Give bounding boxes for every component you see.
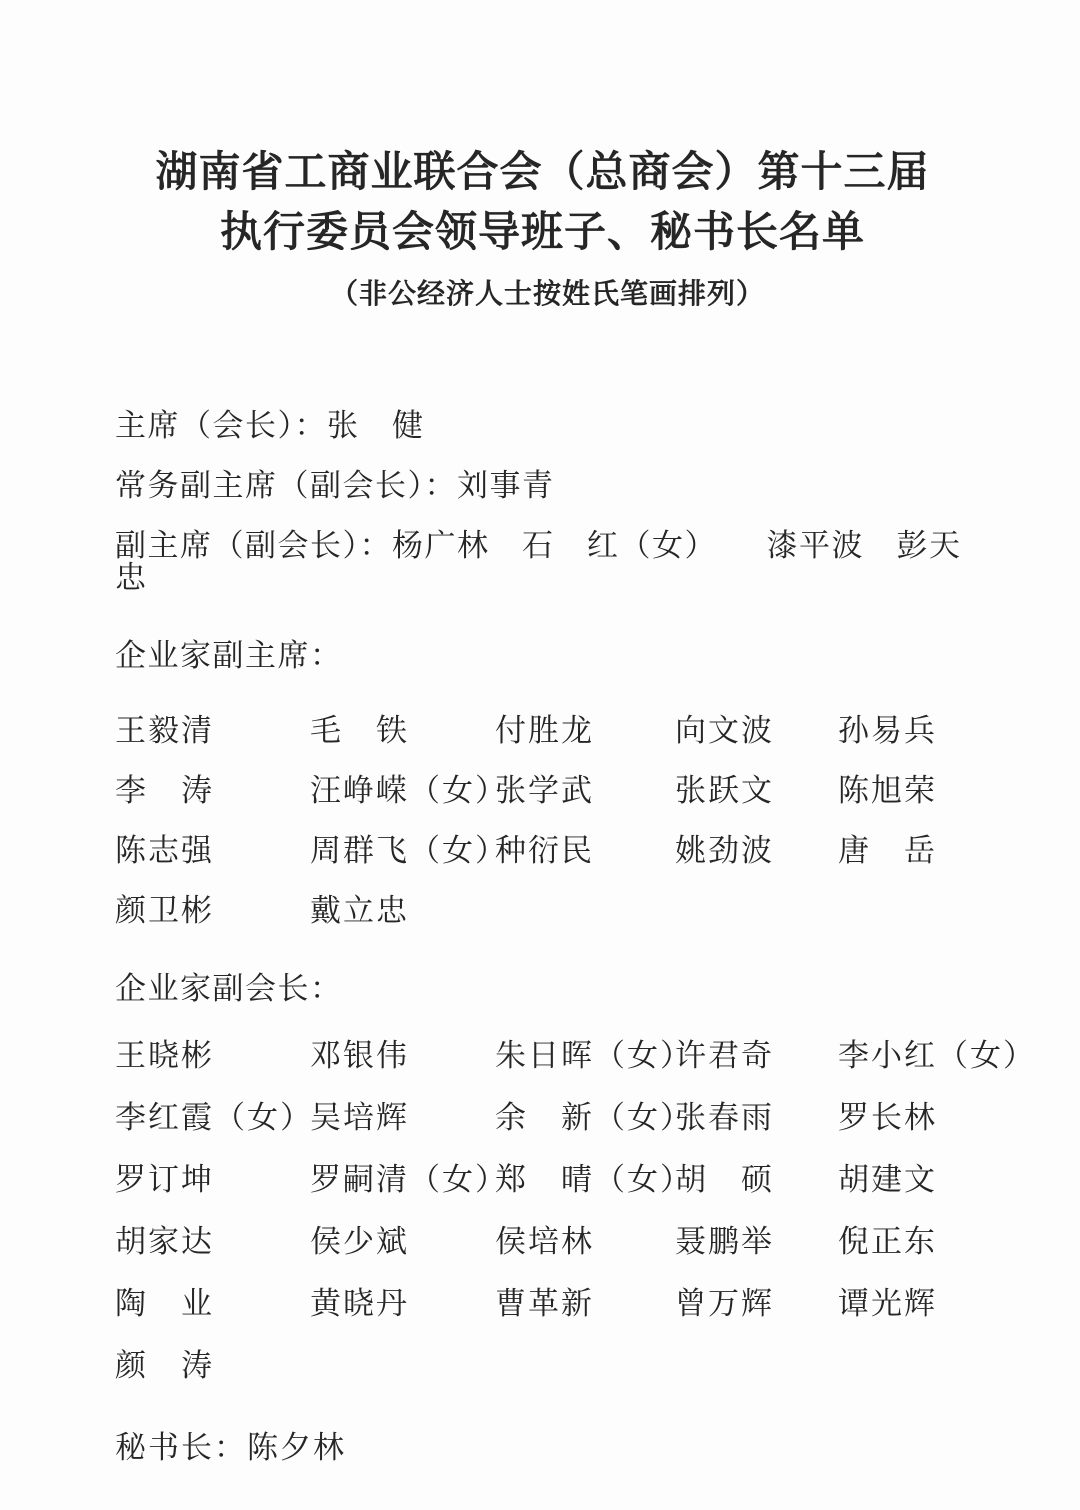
member-name: 姚劲波 bbox=[675, 833, 774, 868]
member-name: 王毅清 bbox=[115, 713, 214, 748]
member-name: 罗长林 bbox=[838, 1100, 937, 1135]
member-name: 邓银伟 bbox=[310, 1038, 409, 1073]
member-name: 孙易兵 bbox=[838, 713, 937, 748]
member-name: 胡家达 bbox=[115, 1224, 214, 1259]
member-name: 汪峥嵘（女） bbox=[310, 773, 508, 808]
member-name: 种衍民 bbox=[495, 833, 594, 868]
chairman-line: 主席（会长）：张 健 bbox=[115, 408, 425, 443]
secretary-general-line: 秘书长：陈夕林 bbox=[115, 1430, 346, 1465]
member-name: 戴立忠 bbox=[310, 893, 409, 928]
member-name: 罗嗣清（女） bbox=[310, 1162, 508, 1197]
member-name: 侯少斌 bbox=[310, 1224, 409, 1259]
member-name: 郑 晴（女） bbox=[495, 1162, 693, 1197]
vice-chairmen-line: 副主席（副会长）：杨广林 石 红（女） 漆平波 彭天忠 bbox=[115, 528, 962, 595]
entrepreneur-vice-presidents-heading: 企业家副会长： bbox=[115, 971, 343, 1006]
title-line-2: 执行委员会领导班子、秘书长名单 bbox=[219, 208, 865, 255]
member-name: 陈志强 bbox=[115, 833, 214, 868]
member-name: 张学武 bbox=[495, 773, 594, 808]
member-name: 曹革新 bbox=[495, 1286, 594, 1321]
member-name: 曾万辉 bbox=[675, 1286, 774, 1321]
member-name: 倪正东 bbox=[838, 1224, 937, 1259]
member-name: 陈旭荣 bbox=[838, 773, 937, 808]
member-name: 许君奇 bbox=[675, 1038, 774, 1073]
member-name: 颜 涛 bbox=[115, 1348, 214, 1383]
member-name: 李红霞（女） bbox=[115, 1100, 313, 1135]
member-name: 胡 硕 bbox=[675, 1162, 774, 1197]
member-name: 付胜龙 bbox=[495, 713, 594, 748]
member-name: 周群飞（女） bbox=[310, 833, 508, 868]
member-name: 李小红（女） bbox=[838, 1038, 1036, 1073]
executive-vice-chairman-line: 常务副主席（副会长）：刘事青 bbox=[115, 468, 555, 503]
member-name: 侯培林 bbox=[495, 1224, 594, 1259]
member-name: 谭光辉 bbox=[838, 1286, 937, 1321]
member-name: 聂鹏举 bbox=[675, 1224, 774, 1259]
officer-lines bbox=[115, 410, 980, 594]
member-name: 黄晓丹 bbox=[310, 1286, 409, 1321]
member-name: 毛 铁 bbox=[310, 713, 409, 748]
member-name: 陶 业 bbox=[115, 1286, 214, 1321]
entrepreneur-vice-chairmen-heading: 企业家副主席： bbox=[115, 638, 343, 673]
entrepreneur-vice-presidents-grid bbox=[115, 1038, 1036, 1383]
member-name: 张跃文 bbox=[675, 773, 774, 808]
member-name: 颜卫彬 bbox=[115, 893, 214, 928]
document-subtitle: （非公经济人士按姓氏笔画排列） bbox=[329, 278, 765, 309]
member-name: 张春雨 bbox=[675, 1100, 774, 1135]
member-name: 罗订坤 bbox=[115, 1162, 214, 1197]
entrepreneur-vice-chairmen-grid bbox=[115, 715, 980, 927]
member-name: 吴培辉 bbox=[310, 1100, 409, 1135]
member-name: 李 涛 bbox=[115, 773, 214, 808]
member-name: 王晓彬 bbox=[115, 1038, 214, 1073]
member-name: 朱日晖（女） bbox=[495, 1038, 693, 1073]
title-line-1: 湖南省工商业联合会（总商会）第十三届 bbox=[155, 148, 930, 195]
member-name: 余 新（女） bbox=[495, 1100, 693, 1135]
member-name: 唐 岳 bbox=[838, 833, 937, 868]
member-name: 胡建文 bbox=[838, 1162, 937, 1197]
member-name: 向文波 bbox=[675, 713, 774, 748]
document-title bbox=[115, 142, 970, 262]
